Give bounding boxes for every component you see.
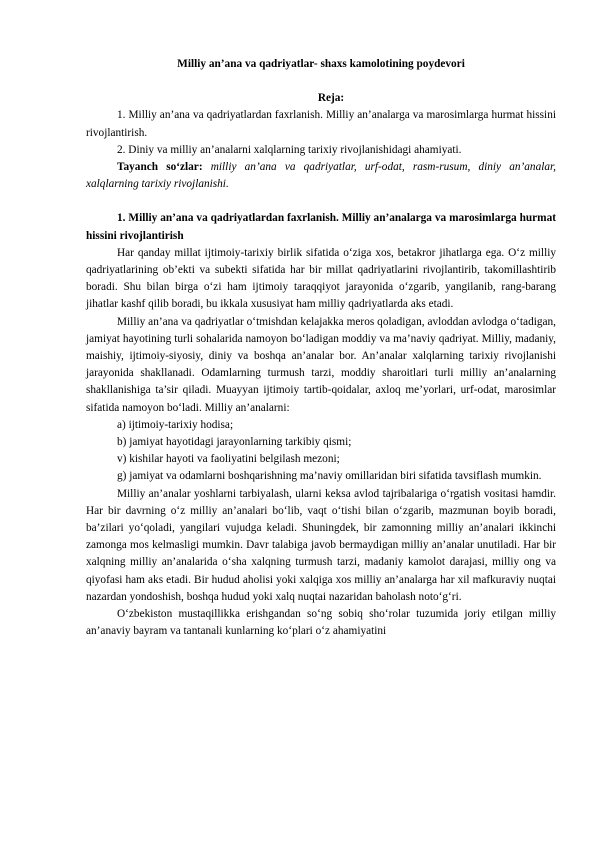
keywords-label: Tayanch so‘zlar:	[117, 161, 203, 174]
plan-item-2: 2. Diniy va milliy an’analarni xalqlarning tarixiy rivojlanishidagi ahamiyati.	[117, 143, 462, 156]
plan-item-1: 1. Milliy an’ana va qadriyatlardan faxrlanish. Milliy an’analarga va marosimlarga hurmat hissini rivojlantirish.	[86, 109, 556, 139]
keywords-text: milliy an’ana va qadriyatlar, urf-odat, rasm-rusum, diniy an’analar, xalqlarning tarixiy rivojlanishi.	[86, 161, 556, 191]
body-paragraph: Milliy an’analar yoshlarni tarbiyalash, ularni keksa avlod tajribalariga o‘rgatish vositasi hamdir. Har bir davrning o‘z milliy an’analari bo‘lib, vaqt o‘tishi bilan o‘zgarib, mazmunan boyib boradi, ba’zilari yo‘qoladi, yangilari vujudga keladi. Shuningdek, bir zamonning milliy an’analari ikkinchi zamonga mos kelmasligi mumkin. Davr talabiga javob bermaydigan milliy an’analar unutiladi. Har bir xalqning milliy an’analarida o‘sha xalqning turmush tarzi, madaniy kamolot darajasi, milliy ong va qiyofasi ham aks etadi. Bir hudud aholisi yoki xalqiga xos milliy an’analarga har xil mafkuraviy nuqtai nazardan yondoshish, boshqa hudud yoki xalq nuqtai nazaridan baholash noto‘g‘ri.	[86, 487, 556, 603]
document-page	[86, 56, 556, 641]
list-item-b: b) jamiyat hayotidagi jarayonlarning tarkibiy qismi;	[117, 436, 352, 449]
keywords-paragraph	[86, 159, 556, 193]
document-title: Milliy an’ana va qadriyatlar- shaxs kamolotining poydevori	[177, 58, 465, 70]
body-paragraph: O‘zbekiston mustaqillikka erishgandan so‘ng sobiq sho‘rolar tuzumida joriy etilgan milliy an’anaviy bayram va tantanali kunlarning ko‘plari o‘z ahamiyatini	[86, 608, 556, 638]
plan-heading: Reja:	[317, 92, 345, 105]
body-paragraph: Milliy an’ana va qadriyatlar o‘tmishdan kelajakka meros qoladigan, avloddan avlodga o‘tadigan, jamiyat hayotining turli sohalarida namoyon bo‘ladigan moddiy va ma’naviy qadriyat. Milliy, madaniy, maishiy, ijtimoiy-siyosiy, diniy va boshqa an’analar bor. An’analar xalqlarning tarixiy rivojlanishi jarayonida shakllanadi. Odamlarning turmush tarzi, moddiy sharoitlari turli milliy an’analarning shakllanishiga ta’sir qiladi. Muayyan ijtimoiy tartib-qoidalar, axloq me’yorlari, urf-odat, marosimlar sifatida namoyon bo‘ladi. Milliy an’analarni:	[86, 315, 556, 414]
spacer	[86, 193, 556, 210]
body-paragraph: Har qanday millat ijtimoiy-tarixiy birlik sifatida o‘ziga xos, betakror jihatlarga ega. O‘z milliy qadriyatlarining ob’ekti va subekti sifatida har bir millat qadriyatlarini rivojlantirib, takomillashtirib boradi. Shu bilan birga o‘zi ham ijtimoiy taraqqiyot jarayonida o‘zgarib, yangilanib, rang-barang jihatlar kashf qilib boradi, bu ikkala xususiyat ham milliy qadriyatlarda aks etadi.	[86, 246, 556, 311]
list-item-a: a) ijtimoiy-tarixiy hodisa;	[117, 418, 234, 431]
list-item-v: v) kishilar hayoti va faoliyatini belgilash mezoni;	[117, 453, 340, 466]
list-item-g: g) jamiyat va odamlarni boshqarishning ma’naviy omillaridan biri sifatida tavsiflash mumkin.	[117, 470, 542, 483]
section-heading: 1. Milliy an’ana va qadriyatlardan faxrlanish. Milliy an’analarga va marosimlarga hurmat hissini rivojlantirish	[86, 212, 556, 242]
